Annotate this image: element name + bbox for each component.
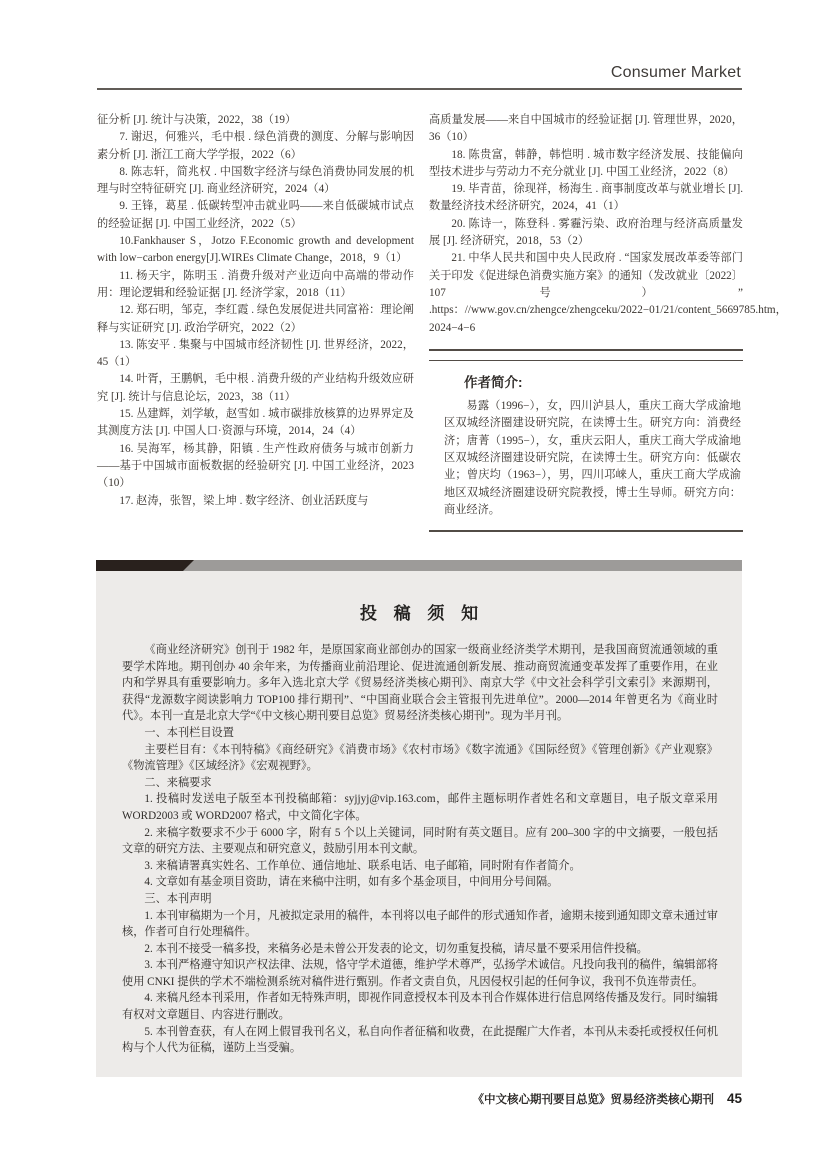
notice-paragraph: 4. 来稿凡经本刊采用，作者如无特殊声明，即视作同意授权本刊及本刊合作媒体进行信息网络传播及发行。同时编辑有权对文章题目、内容进行删改。 [122,992,718,1022]
footer-page-number: 45 [726,1091,742,1106]
references-column-right [429,112,787,532]
reference-item: 16. 吴海军，杨其静，阳镇 . 生产性政府债务与城市创新力——基于中国城市面板数据的经验研究 [J]. 中国工业经济，2023（10） [97,442,414,490]
notice-paragraphs [122,642,718,1057]
page-footer [472,1091,742,1107]
author-bio-heading: 作者简介: [464,374,523,390]
references-list-right [429,112,787,337]
notice-paragraph: 4. 文章如有基金项目资助，请在来稿中注明，如有多个基金项目，中间用分号间隔。 [144,876,559,889]
author-box-top-rule [429,349,743,361]
reference-item: 17. 赵涛，张智，梁上坤 . 数字经济、创业活跃度与 [119,494,369,507]
reference-item: 7. 谢迟，何雅兴，毛中根 . 绿色消费的测度、分解与影响因素分析 [J]. 浙江工商大学学报，2022（6） [97,131,414,161]
notice-paragraph: 3. 来稿请署真实姓名、工作单位、通信地址、联系电话、电子邮箱，同时附有作者简介。 [144,859,581,872]
submission-notice-box [96,560,742,1077]
references-column-left [97,112,414,510]
notice-decorative-bar [96,560,742,571]
notice-paragraph: 1. 本刊审稿期为一个月，凡被拟定录用的稿件，本刊将以电子邮件的形式通知作者，逾期未接到通知即文章未通过审核，作者可自行处理稿件。 [122,909,718,939]
footer-journal-label: 《中文核心期刊要目总览》贸易经济类核心期刊 [472,1094,714,1106]
author-bio-box [429,349,743,532]
notice-paragraph: 1. 投稿时发送电子版至本刊投稿邮箱：syjjyj@vip.163.com，邮件主题标明作者姓名和文章题目，电子版文章采用 WORD2003 或 WORD2007 格式，中文简化字体。 [122,793,718,822]
reference-item: 9. 王锋，葛星 . 低碳转型冲击就业吗——来自低碳城市试点的经验证据 [J]. 中国工业经济，2022（5） [97,200,414,230]
reference-item: 19. 毕青苗，徐现祥，杨海生 . 商事制度改革与就业增长 [J]. 数量经济技术经济研究，2024，41（1） [429,183,743,213]
reference-item: 征分析 [J]. 统计与决策，2022，38（19） [97,114,297,126]
reference-item: 高质量发展——来自中国城市的经验证据 [J]. 管理世界，2020，36（10） [429,114,743,144]
reference-item: 14. 叶胥，王鹏帆，毛中根 . 消费升级的产业结构升级效应研究 [J]. 统计与信息论坛，2023，38（11） [97,373,414,403]
reference-item: 18. 陈贵富，韩静，韩恺明 . 城市数字经济发展、技能偏向型技术进步与劳动力不充分就业 [J]. 中国工业经济，2022（8） [429,148,743,178]
reference-item: 21. 中华人民共和国中央人民政府 . “国家发展改革委等部门关于印发《促进绿色消费实施方案》的通知（发改就业〔2022〕107 号）” .https：//www.gov.cn/zhengce/zhengceku/2022−01/21/content_5669785.htm，2024−4−6 [429,252,787,334]
notice-paragraph: 5. 本刊曾查获，有人在网上假冒我刊名义，私自向作者征稿和收费，在此提醒广大作者，本刊从未委托或授权任何机构与个人代为征稿，谨防上当受骗。 [122,1025,718,1055]
notice-paragraph: 2. 本刊不接受一稿多投，来稿务必是未曾公开发表的论文，切勿重复投稿，请尽量不要采用信件投稿。 [144,942,648,955]
reference-item: 20. 陈诗一，陈登科 . 雾霾污染、政府治理与经济高质量发展 [J]. 经济研究，2018，53（2） [429,217,743,248]
notice-content [96,571,742,1077]
notice-paragraph: 主要栏目有：《本刊特稿》《商经研究》《消费市场》《农村市场》《数字流通》《国际经贸》《管理创新》《产业观察》《物流管理》《区域经济》《宏观视野》。 [122,743,718,773]
notice-paragraph: 二、来稿要求 [144,776,212,789]
notice-decorative-bar-dark-segment [96,560,194,571]
notice-paragraph: 一、本刊栏目设置 [144,726,234,739]
reference-item: 8. 陈志轩，简兆权 . 中国数字经济与绿色消费协同发展的机理与时空特征研究 [J]. 商业经济研究，2024（4） [97,165,414,196]
author-box-bottom-rule [429,530,743,532]
notice-paragraph: 2. 来稿字数要求不少于 6000 字，附有 5 个以上关键词，同时附有英文题目。应有 200–300 字的中文摘要，一般包括文章的研究方法、主要观点和研究意义，鼓励引用本刊文献。 [122,826,718,856]
reference-item: 12. 郑石明，邹克，李红霞 . 绿色发展促进共同富裕：理论阐释与实证研究 [J]. 政治学研究，2022（2） [97,304,414,334]
section-header: Consumer Market [610,64,741,81]
header-rule [97,88,742,90]
notice-paragraph: 《商业经济研究》创刊于 1982 年，是原国家商业部创办的国家一级商业经济类学术期刊，是我国商贸流通领域的重要学术阵地。期刊创办 40 余年来，为传播商业前沿理论、促进流通创新发展、推动商贸流通变革发挥了重要作用，在业内和学界具有重要影响力。多年入选北京大学《贸易经济类核心期刊》、南京大学《中文社会科学引文索引》来源期刊，获得“龙源数字阅读影响力 TOP100 排行期刊”、“中国商业联合会主管报刊先进单位”。2000—2014 年曾更名为《商业时代》。本刊一直是北京大学“《中文核心期刊要目总览》贸易经济类核心期刊”。现为半月刊。 [122,644,718,723]
author-bio-text: 易露（1996−），女，四川泸县人，重庆工商大学成渝地区双城经济圈建设研究院，在读博士生。研究方向：消费经济；唐菁（1995−），女，重庆云阳人，重庆工商大学成渝地区双城经济圈建设研究院，在读博士生。研究方向：低碳农业；曾庆均（1963−），男，四川邛崃人，重庆工商大学成渝地区双城经济圈建设研究院教授，博士生导师。研究方向：商业经济。 [444,400,741,516]
notice-paragraph: 3. 本刊严格遵守知识产权法律、法规，恪守学术道德，维护学术尊严，弘扬学术诚信。凡投向我刊的稿件，编辑部将使用 CNKI 提供的学术不端检测系统对稿件进行甄别。作者文责自负，凡因侵权引起的任何争议，我刊不负连带责任。 [122,959,718,988]
reference-item: 11. 杨天宇，陈明玉 . 消费升级对产业迈向中高端的带动作用：理论逻辑和经验证据 [J]. 经济学家，2018（11） [97,269,414,299]
reference-item: 10.Fankhauser S，Jotzo F.Economic growth and development with low−carbon energy[J].WIREs Climate Change，2018，9（1） [97,235,414,265]
reference-item: 15. 丛建辉，刘学敏，赵雪如 . 城市碳排放核算的边界界定及其测度方法 [J]. 中国人口·资源与环境，2014，24（4） [97,408,414,438]
reference-item: 13. 陈安平 . 集聚与中国城市经济韧性 [J]. 世界经济，2022，45（1） [97,338,414,369]
notice-title: 投 稿 须 知 [359,604,481,623]
notice-paragraph: 三、本刊声明 [144,892,212,905]
